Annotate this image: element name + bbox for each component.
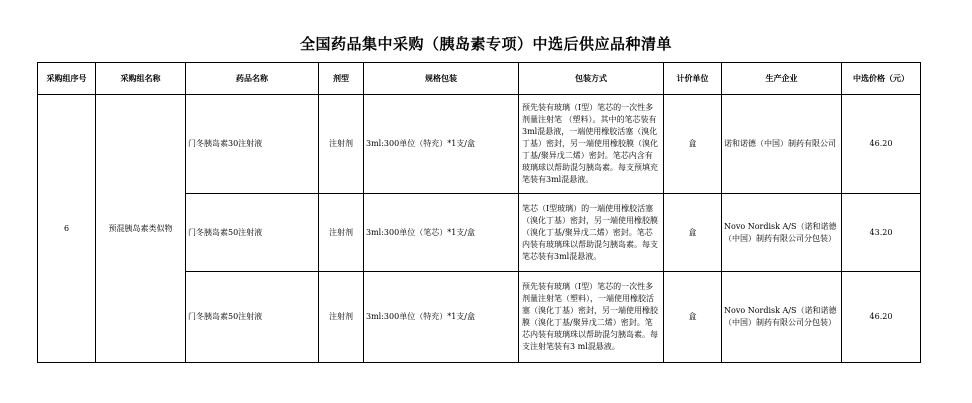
spec-cell: 3ml:300单位（特充）*1支/盒 bbox=[364, 272, 519, 363]
manufacturer-cell: Novo Nordisk A/S（诺和诺德（中国）制药有限公司分包装） bbox=[722, 194, 842, 272]
unit-cell: 盒 bbox=[664, 194, 722, 272]
dosage-form-cell: 注射剂 bbox=[319, 95, 364, 194]
header-price: 中选价格（元） bbox=[842, 63, 921, 95]
header-manufacturer: 生产企业 bbox=[722, 63, 842, 95]
dosage-form-cell: 注射剂 bbox=[319, 272, 364, 363]
manufacturer-cell: Novo Nordisk A/S（诺和诺德（中国）制药有限公司分包装） bbox=[722, 272, 842, 363]
table-row bbox=[38, 95, 921, 194]
header-group-name: 采购组名称 bbox=[96, 63, 186, 95]
unit-cell: 盒 bbox=[664, 272, 722, 363]
group-no-cell: 6 bbox=[38, 95, 96, 363]
manufacturer-cell: 诺和诺德（中国）制药有限公司 bbox=[722, 95, 842, 194]
unit-cell: 盒 bbox=[664, 95, 722, 194]
drug-name-cell: 门冬胰岛素30注射液 bbox=[186, 95, 319, 194]
packaging-cell: 笔芯（I型玻璃）的一端使用橡胶活塞（溴化丁基）密封，另一端使用橡胶膜（溴化丁基/聚异戊二烯）密封。笔芯内装有玻璃珠以帮助混匀胰岛素。每支笔芯装有3ml混悬液。 bbox=[519, 194, 664, 272]
spec-cell: 3ml:300单位（笔芯）*1支/盒 bbox=[364, 194, 519, 272]
price-cell: 43.20 bbox=[842, 194, 921, 272]
header-group-no: 采购组序号 bbox=[38, 63, 96, 95]
table-header-row bbox=[38, 63, 921, 95]
drug-name-cell: 门冬胰岛素50注射液 bbox=[186, 272, 319, 363]
price-cell: 46.20 bbox=[842, 272, 921, 363]
spec-cell: 3ml:300单位（特充）*1支/盒 bbox=[364, 95, 519, 194]
supply-list-table bbox=[37, 62, 921, 363]
price-cell: 46.20 bbox=[842, 95, 921, 194]
document-title: 全国药品集中采购（胰岛素专项）中选后供应品种清单 bbox=[299, 35, 672, 53]
dosage-form-cell: 注射剂 bbox=[319, 194, 364, 272]
packaging-cell: 预先装有玻璃（I型）笔芯的一次性多剂量注射笔（塑料），一端使用橡胶活塞（溴化丁基）密封，另一端使用橡胶膜（溴化丁基/聚异戊二烯）密封。笔芯内装有玻璃珠以帮助混匀胰岛素。每支注射笔装有3 ml混悬液。 bbox=[519, 272, 664, 363]
drug-name-cell: 门冬胰岛素50注射液 bbox=[186, 194, 319, 272]
group-name-cell: 预混胰岛素类似物 bbox=[96, 95, 186, 363]
packaging-cell: 预先装有玻璃（I型）笔芯的一次性多剂量注射笔 （塑料）。其中的笔芯装有3ml混悬液，一端使用橡胶活塞（溴化丁基）密封，另一端使用橡胶膜（溴化丁基/聚异戊二烯）密封。笔芯内含有玻璃球以帮助混匀胰岛素。每支预填充笔装有3ml混悬液。 bbox=[519, 95, 664, 194]
header-drug-name: 药品名称 bbox=[186, 63, 319, 95]
header-dosage-form: 剂型 bbox=[319, 63, 364, 95]
header-packaging: 包装方式 bbox=[519, 63, 664, 95]
header-unit: 计价单位 bbox=[664, 63, 722, 95]
header-spec: 规格包装 bbox=[364, 63, 519, 95]
